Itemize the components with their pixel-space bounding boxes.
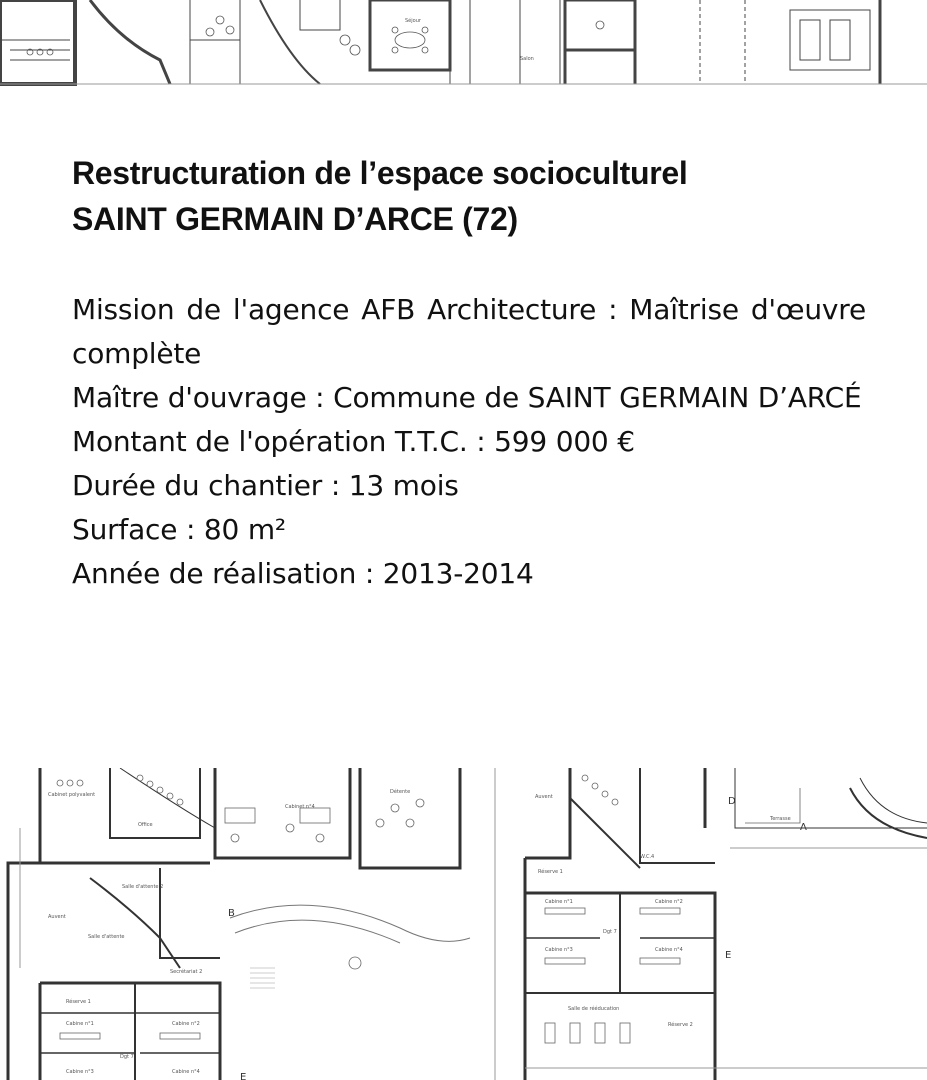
duree-text: Durée du chantier : 13 mois: [72, 469, 459, 502]
section-marker-b: B: [228, 908, 235, 919]
project-title-line2: SAINT GERMAIN D’ARCE (72): [72, 201, 518, 237]
floor-plan-top: [0, 0, 927, 86]
project-details: [72, 288, 866, 596]
floor-plan-bottom: [0, 768, 927, 1080]
plan-label-reserve-2: Réserve 2: [668, 1022, 693, 1028]
section-marker-e: E: [240, 1072, 247, 1080]
plan-label-salle-reeducation: Salle de rééducation: [568, 1006, 620, 1012]
surface-text: Surface : 80 m²: [72, 513, 286, 546]
section-marker-e-right: E: [725, 950, 732, 961]
plan-label-wc: W.C.4: [640, 854, 655, 860]
plan-label-cabine-2: Cabine n°2: [172, 1021, 200, 1027]
maitre-ouvrage-text: Maître d'ouvrage : Commune de SAINT GERMAIN D’ARCÉ: [72, 381, 862, 414]
plan-label-salle-attente: Salle d'attente: [88, 934, 125, 940]
section-marker-a: A: [800, 822, 807, 833]
mission-text: Mission de l'agence AFB Architecture : Maîtrise d'œuvre complète: [72, 293, 866, 370]
montant-text: Montant de l'opération T.T.C. : 599 000 €: [72, 425, 635, 458]
project-title-line1: Restructuration de l’espace socioculturel: [72, 155, 688, 191]
section-marker-d: D: [728, 796, 736, 807]
plan-label-dgt-7-right: Dgt 7: [603, 929, 617, 935]
plan-label-cabine-2-right: Cabine n°2: [655, 899, 683, 905]
plan-label-reserve-1-right: Réserve 1: [538, 869, 563, 875]
plan-label-cabine-4: Cabine n°4: [172, 1069, 200, 1075]
annee-text: Année de réalisation : 2013-2014: [72, 557, 534, 590]
plan-label-auvent: Auvent: [48, 914, 66, 920]
plan-label-cabine-3-right: Cabine n°3: [545, 947, 573, 953]
plan-label-cabine-3: Cabine n°3: [66, 1069, 94, 1075]
plan-label-detente: Détente: [390, 789, 411, 795]
plan-label-cabine-4-right: Cabine n°4: [655, 947, 683, 953]
plan-label-sejour: Séjour: [405, 18, 421, 24]
plan-label-terrasse: Terrasse: [770, 816, 791, 822]
floor-plan-bottom-drawing: [0, 768, 927, 1080]
floor-plan-top-drawing: [0, 0, 927, 86]
plan-label-secretariat-2: Secrétariat 2: [170, 969, 203, 975]
plan-label-auvent-right: Auvent: [535, 794, 553, 800]
plan-label-cabine-1: Cabine n°1: [66, 1021, 94, 1027]
plan-label-cabine-1-right: Cabine n°1: [545, 899, 573, 905]
plan-label-salle-attente-2: Salle d'attente 2: [122, 884, 164, 890]
project-title: [72, 150, 872, 242]
plan-label-cabinet-4: Cabinet n°4: [285, 804, 315, 810]
plan-label-dgt-7: Dgt 7: [120, 1054, 134, 1060]
plan-label-cabinet-polyvalent: Cabinet polyvalent: [48, 792, 96, 798]
plan-label-office: Office: [138, 822, 153, 828]
plan-label-reserve-1: Réserve 1: [66, 999, 91, 1005]
plan-label-salon: Salon: [520, 56, 534, 62]
